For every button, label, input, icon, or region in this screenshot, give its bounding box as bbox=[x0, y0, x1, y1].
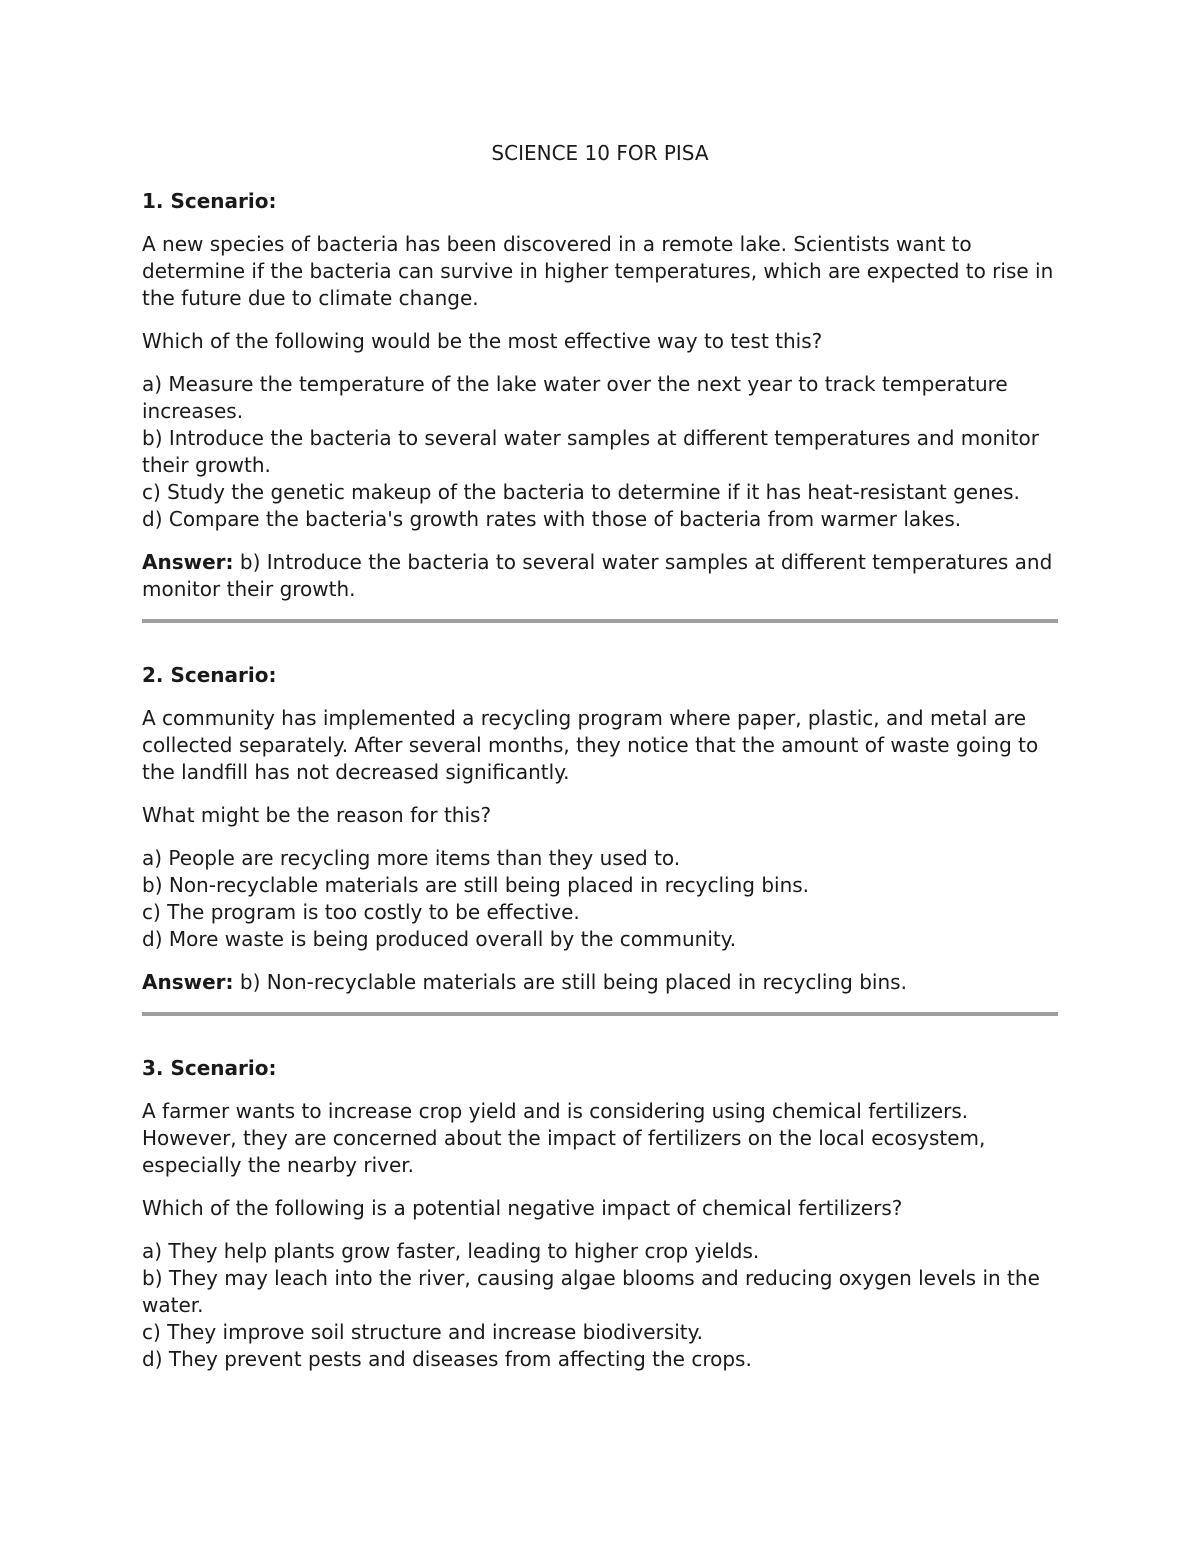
answer-text: b) Introduce the bacteria to several water samples at different temperatures and monitor their growth. bbox=[142, 550, 1053, 601]
option-d: d) More waste is being produced overall by the community. bbox=[142, 927, 737, 951]
answer-label: Answer: bbox=[142, 970, 234, 994]
option-b: b) Introduce the bacteria to several water samples at different temperatures and monitor their growth. bbox=[142, 426, 1039, 477]
option-a: a) They help plants grow faster, leading to higher crop yields. bbox=[142, 1239, 760, 1263]
scenario-text: A community has implemented a recycling program where paper, plastic, and metal are collected separately. After several months, they notice that the amount of waste going to the landfill has not decreased significantly. bbox=[142, 706, 1039, 784]
option-c: c) The program is too costly to be effective. bbox=[142, 900, 580, 924]
question-heading: 1. Scenario: bbox=[142, 189, 277, 213]
question-3 bbox=[142, 1055, 1058, 1373]
horizontal-divider bbox=[142, 619, 1058, 623]
answer-text: b) Non-recyclable materials are still being placed in recycling bins. bbox=[233, 970, 907, 994]
horizontal-divider bbox=[142, 1012, 1058, 1016]
document-page bbox=[142, 140, 1058, 1389]
option-d: d) They prevent pests and diseases from affecting the crops. bbox=[142, 1347, 752, 1371]
question-1 bbox=[142, 188, 1058, 603]
document-title: SCIENCE 10 FOR PISA bbox=[491, 141, 709, 165]
option-b: b) Non-recyclable materials are still being placed in recycling bins. bbox=[142, 873, 810, 897]
options-list bbox=[142, 1238, 1058, 1373]
option-a: a) Measure the temperature of the lake water over the next year to track temperature increases. bbox=[142, 372, 1008, 423]
option-c: c) Study the genetic makeup of the bacteria to determine if it has heat-resistant genes. bbox=[142, 480, 1020, 504]
options-list bbox=[142, 371, 1058, 533]
scenario-text: A new species of bacteria has been discovered in a remote lake. Scientists want to determine if the bacteria can survive in higher temperatures, which are expected to rise in the future due to climate change. bbox=[142, 232, 1054, 310]
question-text: Which of the following is a potential negative impact of chemical fertilizers? bbox=[142, 1196, 903, 1220]
question-text: Which of the following would be the most effective way to test this? bbox=[142, 329, 823, 353]
answer-line bbox=[142, 549, 1058, 603]
option-a: a) People are recycling more items than they used to. bbox=[142, 846, 681, 870]
answer-label: Answer: bbox=[142, 550, 234, 574]
question-heading: 3. Scenario: bbox=[142, 1056, 277, 1080]
option-c: c) They improve soil structure and increase biodiversity. bbox=[142, 1320, 703, 1344]
answer-line bbox=[142, 969, 1058, 996]
option-d: d) Compare the bacteria's growth rates with those of bacteria from warmer lakes. bbox=[142, 507, 962, 531]
question-text: What might be the reason for this? bbox=[142, 803, 492, 827]
options-list bbox=[142, 845, 1058, 953]
question-2 bbox=[142, 662, 1058, 996]
option-b: b) They may leach into the river, causing algae blooms and reducing oxygen levels in the water. bbox=[142, 1266, 1040, 1317]
scenario-text: A farmer wants to increase crop yield and is considering using chemical fertilizers. However, they are concerned about the impact of fertilizers on the local ecosystem, especially the nearby river. bbox=[142, 1099, 986, 1177]
question-heading: 2. Scenario: bbox=[142, 663, 277, 687]
